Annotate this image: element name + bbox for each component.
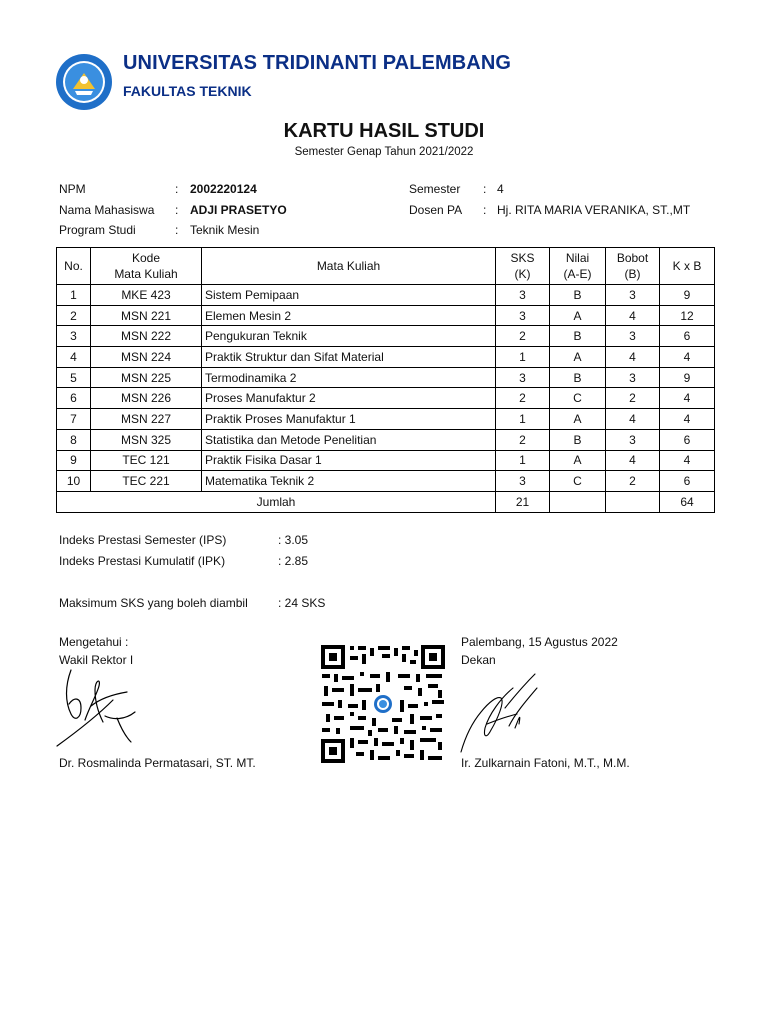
- max-sks-label: Maksimum SKS yang boleh diambil: [59, 596, 248, 610]
- table-row: [57, 450, 715, 471]
- table-row: [57, 347, 715, 368]
- page-title: KARTU HASIL STUDI: [283, 120, 485, 142]
- header-bobot-line2: (B): [624, 267, 641, 281]
- cell-mk: Praktik Struktur dan Sifat Material: [202, 347, 496, 368]
- university-logo: [55, 53, 113, 111]
- left-sign-role: Wakil Rektor I: [59, 653, 134, 667]
- cell-kode: MSN 226: [91, 388, 202, 409]
- cell-kxb: 4: [660, 347, 715, 368]
- name-value: ADJI PRASETYO: [190, 203, 287, 217]
- cell-sks: 3: [496, 367, 550, 388]
- cell-sks: 3: [496, 285, 550, 306]
- table-row: [57, 305, 715, 326]
- cell-no: 4: [57, 347, 91, 368]
- cell-kxb: 9: [660, 285, 715, 306]
- cell-kxb: 6: [660, 326, 715, 347]
- total-empty-bobot: [606, 491, 660, 512]
- cell-bobot: 4: [606, 347, 660, 368]
- cell-kxb: 6: [660, 429, 715, 450]
- total-empty-nilai: [550, 491, 606, 512]
- advisor-colon: :: [483, 203, 487, 217]
- header-nilai: [550, 248, 606, 285]
- npm-value: 2002220124: [190, 182, 257, 196]
- semester-label: Semester: [409, 182, 461, 196]
- grades-table: [56, 247, 715, 513]
- cell-nilai: C: [550, 471, 606, 492]
- cell-nilai: B: [550, 367, 606, 388]
- cell-nilai: A: [550, 409, 606, 430]
- cell-mk: Praktik Proses Manufaktur 1: [202, 409, 496, 430]
- program-label: Program Studi: [59, 223, 136, 237]
- cell-nilai: B: [550, 429, 606, 450]
- total-sks: 21: [496, 491, 550, 512]
- total-label: Jumlah: [57, 491, 496, 512]
- signature-left: [55, 668, 150, 750]
- cell-no: 5: [57, 367, 91, 388]
- advisor-label: Dosen PA: [409, 203, 463, 217]
- cell-kode: MSN 221: [91, 305, 202, 326]
- cell-sks: 2: [496, 326, 550, 347]
- table-row: [57, 285, 715, 306]
- cell-bobot: 3: [606, 429, 660, 450]
- header-sks-line2: (K): [514, 267, 531, 281]
- cell-no: 10: [57, 471, 91, 492]
- cell-nilai: A: [550, 347, 606, 368]
- cell-bobot: 3: [606, 367, 660, 388]
- table-total-row: [57, 491, 715, 512]
- qr-code: [320, 644, 446, 764]
- header-kode-line1: Kode: [131, 251, 161, 265]
- cell-mk: Sistem Pemipaan: [202, 285, 496, 306]
- header-bobot: [606, 248, 660, 285]
- left-sign-caption: Mengetahui :: [59, 635, 129, 649]
- cell-mk: Elemen Mesin 2: [202, 305, 496, 326]
- header-no: No.: [57, 248, 91, 285]
- table-header-row: [57, 248, 715, 285]
- cell-sks: 1: [496, 409, 550, 430]
- cell-kxb: 4: [660, 409, 715, 430]
- cell-sks: 2: [496, 388, 550, 409]
- cell-kxb: 4: [660, 388, 715, 409]
- cell-no: 6: [57, 388, 91, 409]
- signature-right: [457, 668, 552, 756]
- semester-colon: :: [483, 182, 487, 196]
- university-name: UNIVERSITAS TRIDINANTI PALEMBANG: [123, 52, 512, 74]
- cell-bobot: 4: [606, 450, 660, 471]
- cell-mk: Praktik Fisika Dasar 1: [202, 450, 496, 471]
- program-colon: :: [175, 223, 179, 237]
- ipk-label: Indeks Prestasi Kumulatif (IPK): [59, 554, 226, 568]
- right-sign-place-date: Palembang, 15 Agustus 2022: [461, 635, 618, 649]
- cell-sks: 3: [496, 305, 550, 326]
- cell-kode: MSN 224: [91, 347, 202, 368]
- cell-mk: Statistika dan Metode Penelitian: [202, 429, 496, 450]
- cell-nilai: B: [550, 285, 606, 306]
- cell-no: 2: [57, 305, 91, 326]
- header-nilai-line2: (A-E): [563, 267, 592, 281]
- cell-nilai: B: [550, 326, 606, 347]
- header-kode: [91, 248, 202, 285]
- cell-kode: MSN 222: [91, 326, 202, 347]
- max-sks-value: : 24 SKS: [278, 596, 326, 610]
- cell-kode: MSN 227: [91, 409, 202, 430]
- npm-colon: :: [175, 182, 179, 196]
- ips-value: : 3.05: [278, 533, 309, 547]
- left-sign-name: Dr. Rosmalinda Permatasari, ST. MT.: [59, 756, 256, 770]
- header-bobot-line1: Bobot: [616, 251, 649, 265]
- cell-kxb: 4: [660, 450, 715, 471]
- cell-bobot: 3: [606, 326, 660, 347]
- cell-sks: 2: [496, 429, 550, 450]
- header-sks: [496, 248, 550, 285]
- faculty-name: FAKULTAS TEKNIK: [123, 83, 252, 99]
- cell-sks: 3: [496, 471, 550, 492]
- cell-bobot: 4: [606, 409, 660, 430]
- cell-kxb: 6: [660, 471, 715, 492]
- cell-kxb: 12: [660, 305, 715, 326]
- cell-no: 9: [57, 450, 91, 471]
- header-kode-line2: Mata Kuliah: [114, 267, 178, 281]
- table-row: [57, 471, 715, 492]
- cell-kode: TEC 121: [91, 450, 202, 471]
- npm-label: NPM: [59, 182, 86, 196]
- cell-nilai: C: [550, 388, 606, 409]
- name-colon: :: [175, 203, 179, 217]
- cell-mk: Proses Manufaktur 2: [202, 388, 496, 409]
- header-sks-line1: SKS: [510, 251, 535, 265]
- cell-bobot: 3: [606, 285, 660, 306]
- cell-bobot: 4: [606, 305, 660, 326]
- ips-label: Indeks Prestasi Semester (IPS): [59, 533, 227, 547]
- cell-bobot: 2: [606, 471, 660, 492]
- cell-sks: 1: [496, 450, 550, 471]
- cell-nilai: A: [550, 450, 606, 471]
- header-kxb: K x B: [660, 248, 715, 285]
- table-row: [57, 429, 715, 450]
- cell-kode: MSN 325: [91, 429, 202, 450]
- total-kxb: 64: [660, 491, 715, 512]
- name-label: Nama Mahasiswa: [59, 203, 155, 217]
- ipk-value: : 2.85: [278, 554, 309, 568]
- header-mata-kuliah: Mata Kuliah: [202, 248, 496, 285]
- right-sign-name: Ir. Zulkarnain Fatoni, M.T., M.M.: [461, 756, 630, 770]
- header-nilai-line1: Nilai: [565, 251, 590, 265]
- cell-mk: Pengukuran Teknik: [202, 326, 496, 347]
- page-subtitle: Semester Genap Tahun 2021/2022: [294, 146, 474, 158]
- table-row: [57, 326, 715, 347]
- cell-kode: MKE 423: [91, 285, 202, 306]
- cell-no: 7: [57, 409, 91, 430]
- table-row: [57, 409, 715, 430]
- cell-mk: Matematika Teknik 2: [202, 471, 496, 492]
- cell-no: 3: [57, 326, 91, 347]
- advisor-value: Hj. RITA MARIA VERANIKA, ST.,MT: [497, 203, 691, 217]
- cell-bobot: 2: [606, 388, 660, 409]
- table-row: [57, 367, 715, 388]
- cell-kxb: 9: [660, 367, 715, 388]
- table-row: [57, 388, 715, 409]
- semester-value: 4: [497, 182, 504, 196]
- cell-sks: 1: [496, 347, 550, 368]
- cell-no: 1: [57, 285, 91, 306]
- cell-no: 8: [57, 429, 91, 450]
- cell-mk: Termodinamika 2: [202, 367, 496, 388]
- right-sign-role: Dekan: [461, 653, 496, 667]
- cell-kode: MSN 225: [91, 367, 202, 388]
- program-value: Teknik Mesin: [190, 223, 260, 237]
- cell-nilai: A: [550, 305, 606, 326]
- cell-kode: TEC 221: [91, 471, 202, 492]
